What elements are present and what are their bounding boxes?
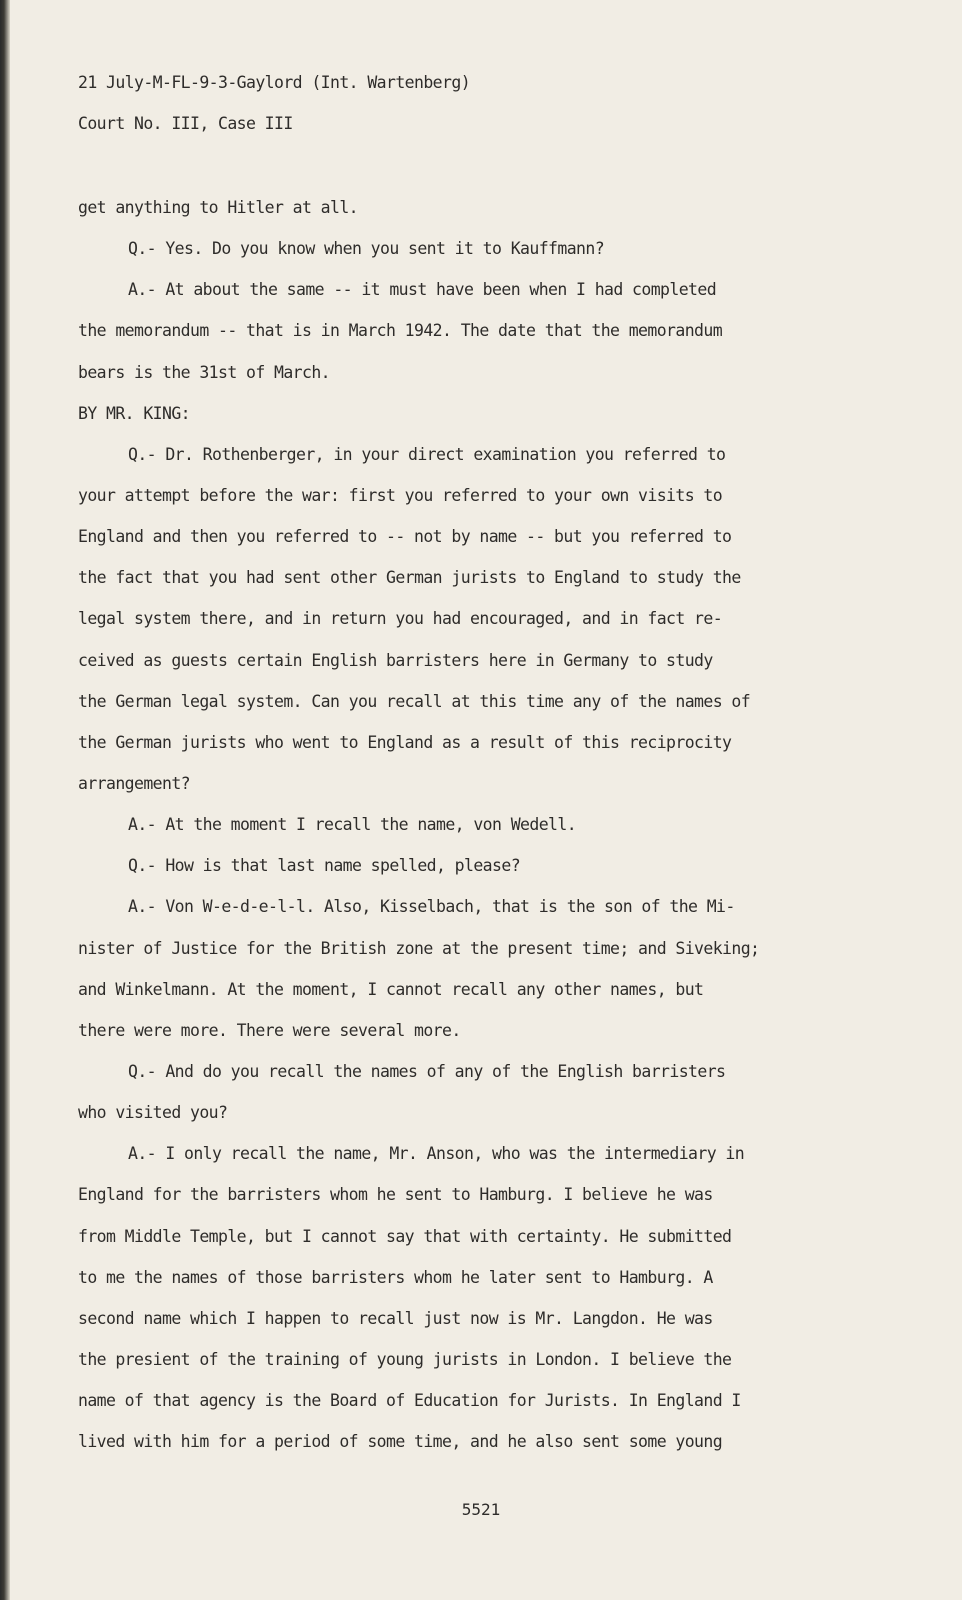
transcript-line: your attempt before the war: first you referred to your own visits to xyxy=(78,485,723,505)
transcript-line: bears is the 31st of March. xyxy=(78,362,331,382)
transcript-line: A.- Von W-e-d-e-l-l. Also, Kisselbach, that is the son of the Mi- xyxy=(128,897,735,917)
header-line-session: 21 July-M-FL-9-3-Gaylord (Int. Wartenberg) xyxy=(78,73,471,92)
header-line-court: Court No. III, Case III xyxy=(78,114,293,133)
transcript-line: England and then you referred to -- not by name -- but you referred to xyxy=(78,527,732,547)
transcript-line: nister of Justice for the British zone at the present time; and Siveking; xyxy=(78,938,760,958)
transcript-line: Q.- How is that last name spelled, please? xyxy=(128,856,521,876)
transcript-line: arrangement? xyxy=(78,773,191,793)
transcript-line: Q.- Dr. Rothenberger, in your direct examination you referred to xyxy=(128,444,726,464)
transcript-line: the memorandum -- that is in March 1942. The date that the memorandum xyxy=(78,321,723,341)
transcript-line: the German jurists who went to England as a result of this reciprocity xyxy=(78,732,732,752)
document-header xyxy=(78,72,470,154)
transcript-line: Q.- Yes. Do you know when you sent it to Kauffmann? xyxy=(128,239,605,259)
transcript-line: England for the barristers whom he sent to Hamburg. I believe he was xyxy=(78,1185,713,1205)
transcript-line: there were more. There were several more. xyxy=(78,1020,461,1040)
transcript-line: and Winkelmann. At the moment, I cannot recall any other names, but xyxy=(78,979,704,999)
transcript-line: A.- At the moment I recall the name, von Wedell. xyxy=(128,815,577,835)
transcript-line: the fact that you had sent other German jurists to England to study the xyxy=(78,568,741,588)
transcript-line: legal system there, and in return you had encouraged, and in fact re- xyxy=(78,609,723,629)
transcript-line: the presient of the training of young jurists in London. I believe the xyxy=(78,1349,732,1369)
transcript-line: from Middle Temple, but I cannot say that with certainty. He submitted xyxy=(78,1226,732,1246)
transcript-line: BY MR. KING: xyxy=(78,403,191,423)
transcript-line: lived with him for a period of some time, and he also sent some young xyxy=(78,1432,723,1452)
transcript-line: to me the names of those barristers whom he later sent to Hamburg. A xyxy=(78,1267,713,1287)
transcript-line: name of that agency is the Board of Education for Jurists. In England I xyxy=(78,1391,741,1411)
transcript-line: get anything to Hitler at all. xyxy=(78,198,359,217)
transcript-body xyxy=(78,194,938,1469)
transcript-line: the German legal system. Can you recall at this time any of the names of xyxy=(78,691,751,711)
transcript-line: Q.- And do you recall the names of any of the English barristers xyxy=(128,1061,726,1081)
binding-edge xyxy=(0,0,10,1600)
transcript-line: A.- At about the same -- it must have been when I had completed xyxy=(128,280,717,300)
transcript-line: second name which I happen to recall just now is Mr. Langdon. He was xyxy=(78,1308,713,1328)
transcript-line: A.- I only recall the name, Mr. Anson, who was the intermediary in xyxy=(128,1144,745,1164)
transcript-line: ceived as guests certain English barristers here in Germany to study xyxy=(78,650,713,670)
transcript-line: who visited you? xyxy=(78,1103,228,1123)
page-number: 5521 xyxy=(461,1500,501,1519)
